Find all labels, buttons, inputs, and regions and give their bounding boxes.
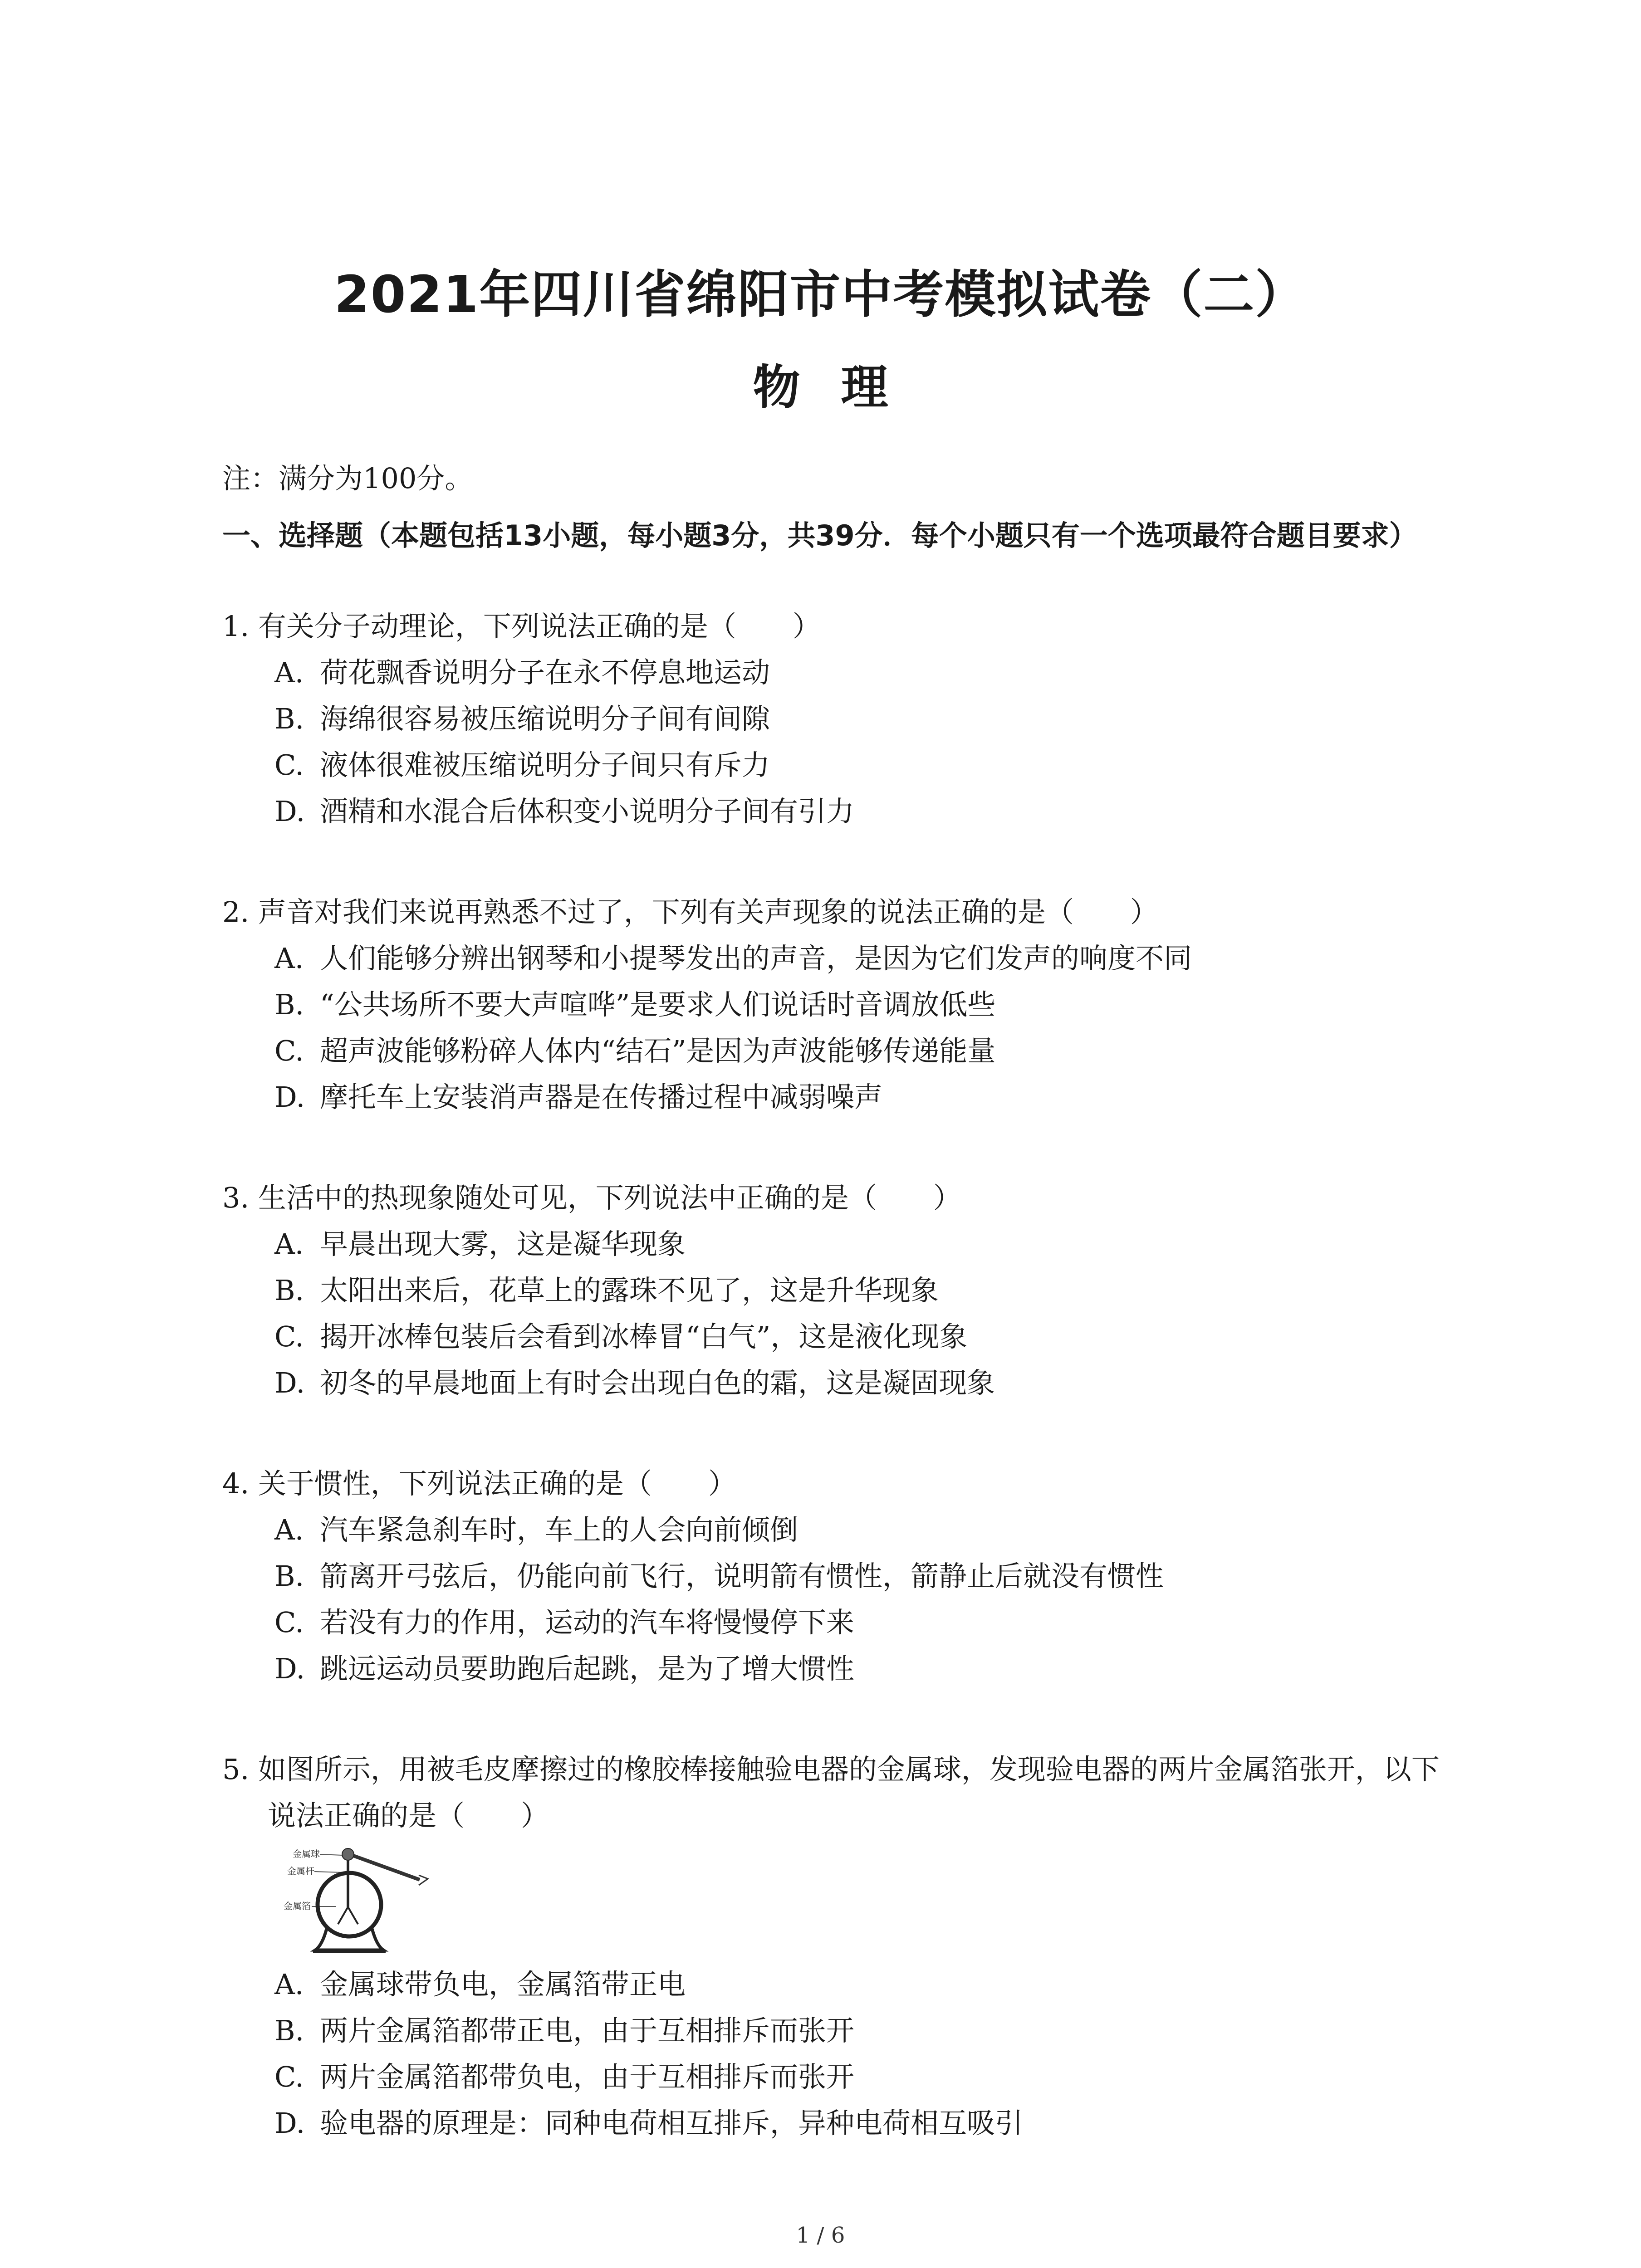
score-note: 注：满分为100分。 (222, 462, 473, 495)
option-label: D. (274, 2107, 305, 2140)
question-3 (222, 1175, 1447, 1406)
option-text: 海绵很容易被压缩说明分子间有间隙 (320, 702, 770, 735)
electroscope-diagram (274, 1843, 433, 1957)
option-label: B. (274, 2014, 304, 2047)
question-stem: 4. 关于惯性，下列说法正确的是（ ） (222, 1467, 736, 1500)
option-d (222, 788, 1447, 835)
option-label: C. (274, 2060, 304, 2093)
option-c (222, 2054, 1447, 2100)
question-5 (222, 1746, 1447, 2146)
option-a (222, 1221, 1447, 1267)
option-text: 验电器的原理是：同种电荷相互排斥，异种电荷相互吸引 (320, 2107, 1024, 2140)
option-b (222, 982, 1447, 1028)
option-label: B. (274, 702, 304, 735)
question-1 (222, 603, 1447, 835)
option-c (222, 1028, 1447, 1074)
subject-title: 物理 (753, 360, 929, 415)
option-text: 荷花飘香说明分子在永不停息地运动 (320, 656, 770, 689)
figure-label-ball: 金属球 (293, 1848, 320, 1859)
option-label: D. (274, 795, 305, 828)
option-text: 酒精和水混合后体积变小说明分子间有引力 (320, 795, 855, 828)
option-label: D. (274, 1366, 305, 1399)
option-text: 揭开冰棒包装后会看到冰棒冒“白气”，这是液化现象 (320, 1320, 968, 1353)
question-2 (222, 889, 1447, 1120)
option-text: 金属球带负电，金属箔带正电 (320, 1968, 686, 2001)
question-stem: 1. 有关分子动理论，下列说法正确的是（ ） (222, 610, 821, 643)
option-label: D. (274, 1652, 305, 1685)
option-label: B. (274, 1559, 304, 1593)
option-text: 两片金属箔都带负电，由于互相排斥而张开 (320, 2060, 855, 2093)
option-label: A. (274, 942, 304, 975)
option-text: 汽车紧急刹车时，车上的人会向前倾倒 (320, 1513, 798, 1546)
option-c (222, 1599, 1447, 1646)
option-text: 两片金属箔都带正电，由于互相排斥而张开 (320, 2014, 855, 2047)
option-label: D. (274, 1080, 305, 1114)
option-label: A. (274, 656, 304, 689)
option-text: 超声波能够粉碎人体内“结石”是因为声波能够传递能量 (320, 1034, 996, 1067)
option-b (222, 1267, 1447, 1314)
option-label: B. (274, 988, 304, 1021)
option-label: C. (274, 1034, 304, 1067)
option-b (222, 1553, 1447, 1599)
option-label: C. (274, 1606, 304, 1639)
option-text: 箭离开弓弦后，仍能向前飞行，说明箭有惯性，箭静止后就没有惯性 (320, 1559, 1164, 1593)
option-d (222, 2100, 1447, 2146)
option-c (222, 1314, 1447, 1360)
option-text: 初冬的早晨地面上有时会出现白色的霜，这是凝固现象 (320, 1366, 995, 1399)
option-d (222, 1646, 1447, 1692)
option-d (222, 1074, 1447, 1120)
question-stem: 2. 声音对我们来说再熟悉不过了，下列有关声现象的说法正确的是（ ） (222, 895, 1158, 929)
option-b (222, 696, 1447, 742)
option-b (222, 2008, 1447, 2054)
option-label: B. (274, 1274, 304, 1307)
option-text: “公共场所不要大声喧哗”是要求人们说话时音调放低些 (320, 988, 996, 1021)
option-text: 早晨出现大雾，这是凝华现象 (320, 1227, 686, 1261)
option-text: 太阳出来后，花草上的露珠不见了，这是升华现象 (320, 1274, 939, 1307)
exam-title: 2021年四川省绵阳市中考模拟试卷（二） (334, 265, 1307, 324)
option-text: 摩托车上安装消声器是在传播过程中减弱噪声 (320, 1080, 883, 1114)
option-label: C. (274, 748, 304, 782)
question-stem: 3. 生活中的热现象随处可见，下列说法中正确的是（ ） (222, 1181, 961, 1214)
page-number: 1 / 6 (796, 2223, 845, 2248)
option-text: 跳远运动员要助跑后起跳，是为了增大惯性 (320, 1652, 855, 1685)
option-a (222, 650, 1447, 696)
option-label: A. (274, 1513, 304, 1546)
option-c (222, 742, 1447, 788)
option-text: 若没有力的作用，运动的汽车将慢慢停下来 (320, 1606, 855, 1639)
option-d (222, 1360, 1447, 1406)
figure-label-rod: 金属杆 (287, 1866, 314, 1877)
option-text: 液体很难被压缩说明分子间只有斥力 (320, 748, 770, 782)
figure-label-foil: 金属箔 (284, 1901, 311, 1911)
option-label: C. (274, 1320, 304, 1353)
option-label: A. (274, 1227, 304, 1261)
question-4 (222, 1461, 1447, 1692)
option-a (222, 1961, 1447, 2008)
question-stem: 5. 如图所示，用被毛皮摩擦过的橡胶棒接触验电器的金属球，发现验电器的两片金属箔张开，以下说法正确的是（ ） (222, 1753, 1440, 1832)
option-a (222, 935, 1447, 982)
option-label: A. (274, 1968, 304, 2001)
option-a (222, 1507, 1447, 1553)
option-text: 人们能够分辨出钢琴和小提琴发出的声音，是因为它们发声的响度不同 (320, 942, 1192, 975)
electroscope-figure (274, 1843, 433, 1957)
section-heading: 一、选择题（本题包括13小题，每小题3分，共39分．每个小题只有一个选项最符合题目要求） (222, 519, 1417, 552)
